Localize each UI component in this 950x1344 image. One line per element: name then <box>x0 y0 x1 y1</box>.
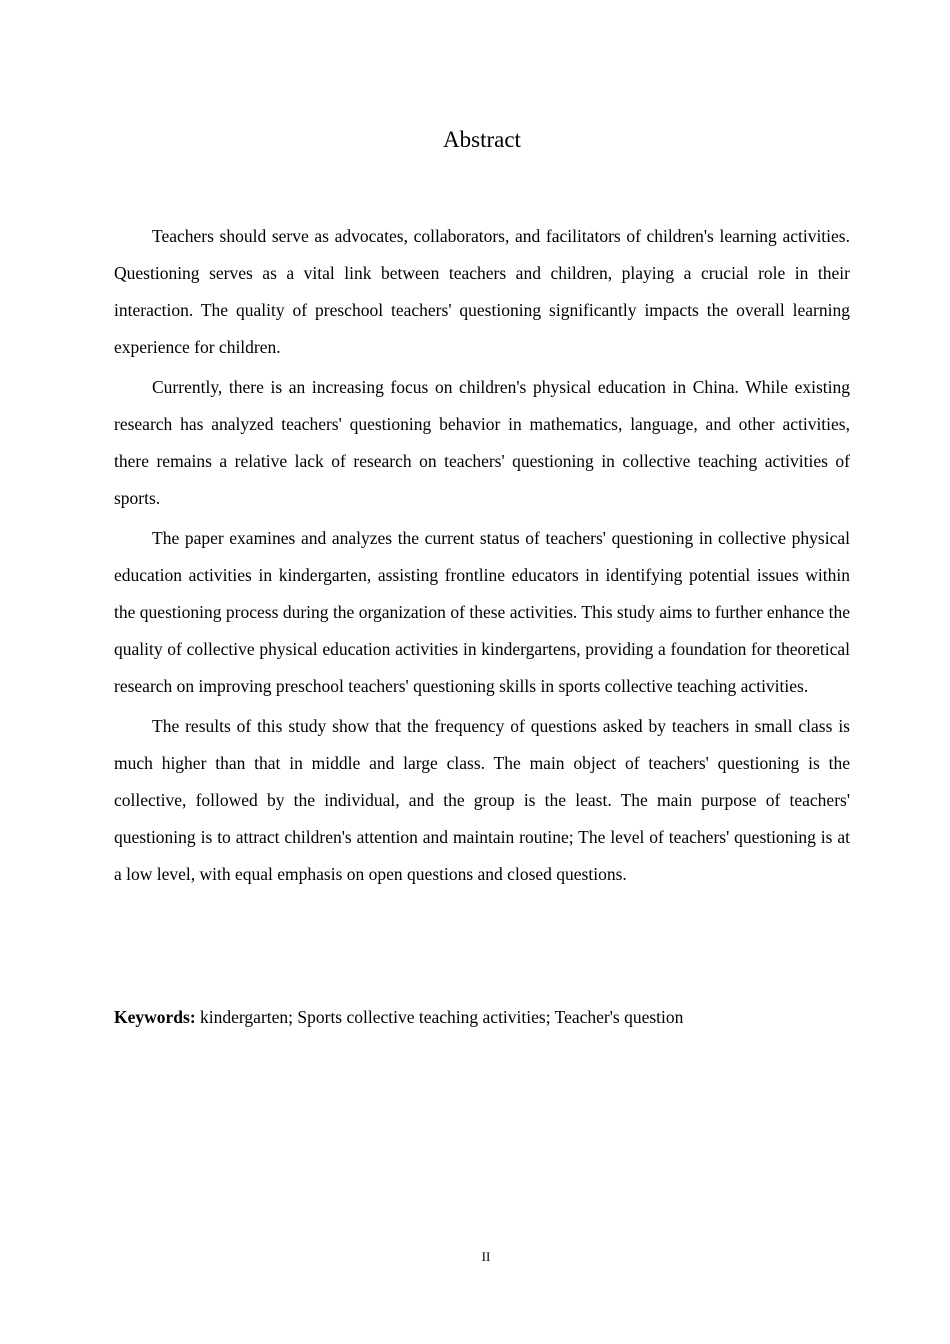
keywords-text: kindergarten; Sports collective teaching activities; Teacher's question <box>200 1007 684 1027</box>
abstract-title: Abstract <box>443 127 521 152</box>
keywords-label: Keywords: <box>114 1007 196 1027</box>
page-number: II <box>481 1249 491 1264</box>
abstract-paragraph-2: Currently, there is an increasing focus on children's physical education in China. While existing research has analyzed teachers' questioning behavior in mathematics, language, and other activities, there remains a relative lack of research on teachers' questioning in collective teaching activities of sports. <box>114 377 850 508</box>
keywords-line <box>114 1000 850 1034</box>
abstract-paragraph-3: The paper examines and analyzes the current status of teachers' questioning in collective physical education activities in kindergarten, assisting frontline educators in identifying potential issues within the questioning process during the organization of these activities. This study aims to further enhance the quality of collective physical education activities in kindergartens, providing a foundation for theoretical research on improving preschool teachers' questioning skills in sports collective teaching activities. <box>114 528 850 696</box>
abstract-body <box>114 218 850 896</box>
abstract-paragraph-4: The results of this study show that the frequency of questions asked by teachers in small class is much higher than that in middle and large class. The main object of teachers' questioning is the collective, followed by the individual, and the group is the least. The main purpose of teachers' questioning is to attract children's attention and maintain routine; The level of teachers' questioning is at a low level, with equal emphasis on open questions and closed questions. <box>114 716 850 884</box>
abstract-paragraph-1: Teachers should serve as advocates, collaborators, and facilitators of children's learning activities. Questioning serves as a vital link between teachers and children, playing a crucial role in their interaction. The quality of preschool teachers' questioning significantly impacts the overall learning experience for children. <box>114 226 850 357</box>
